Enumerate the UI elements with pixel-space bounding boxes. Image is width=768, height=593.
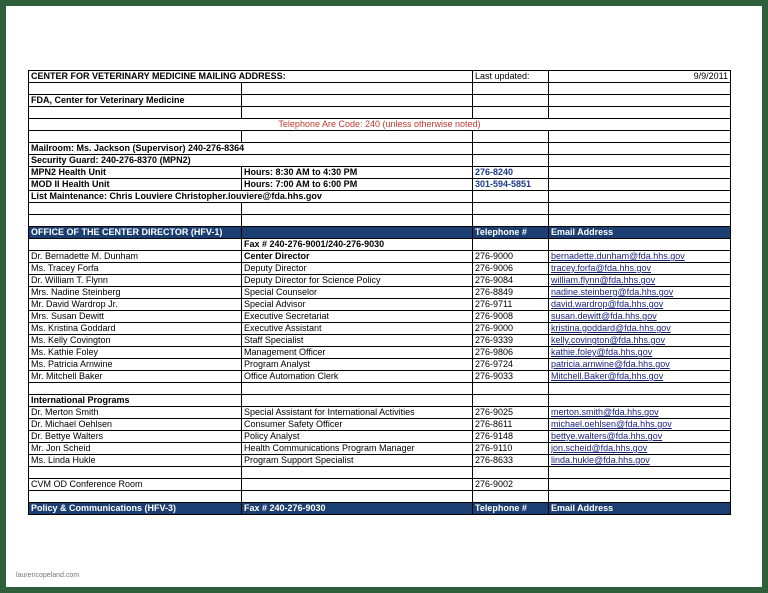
org-row <box>29 95 731 107</box>
table-row <box>29 287 731 299</box>
section-header-director <box>29 227 731 239</box>
table-row <box>29 251 731 263</box>
staff-title: Health Communications Program Manager <box>242 443 473 455</box>
staff-title: Consumer Safety Officer <box>242 419 473 431</box>
staff-email[interactable]: kathie.foley@fda.hhs.gov <box>549 347 731 359</box>
staff-email[interactable]: Mitchell.Baker@fda.hhs.gov <box>549 371 731 383</box>
mod2-unit: MOD II Health Unit <box>29 179 242 191</box>
staff-name: Mrs. Susan Dewitt <box>29 311 242 323</box>
table-row <box>29 311 731 323</box>
conference-room-name: CVM OD Conference Room <box>29 479 242 491</box>
table-row <box>29 407 731 419</box>
staff-phone: 276-9000 <box>473 323 549 335</box>
table-row <box>29 323 731 335</box>
table-row <box>29 299 731 311</box>
staff-title: Center Director <box>242 251 473 263</box>
staff-phone: 276-9033 <box>473 371 549 383</box>
email-column-header: Email Address <box>549 227 731 239</box>
staff-email[interactable]: kristina.goddard@fda.hhs.gov <box>549 323 731 335</box>
staff-phone: 276-9000 <box>473 251 549 263</box>
international-header-row <box>29 395 731 407</box>
area-code-row <box>29 119 731 131</box>
staff-phone: 276-9110 <box>473 443 549 455</box>
staff-title: Executive Assistant <box>242 323 473 335</box>
staff-name: Ms. Linda Hukle <box>29 455 242 467</box>
staff-phone: 276-9084 <box>473 275 549 287</box>
table-row <box>29 443 731 455</box>
mailroom-info: Mailroom: Ms. Jackson (Supervisor) 240-276-8364 <box>29 143 473 155</box>
international-title: International Programs <box>29 395 242 407</box>
area-code-note: Telephone Are Code: 240 (unless otherwise noted) <box>29 119 731 131</box>
staff-name: Dr. William T. Flynn <box>29 275 242 287</box>
staff-phone: 276-9025 <box>473 407 549 419</box>
staff-name: Dr. Bernadette M. Dunham <box>29 251 242 263</box>
staff-name: Ms. Kathie Foley <box>29 347 242 359</box>
staff-phone: 276-9008 <box>473 311 549 323</box>
staff-title: Policy Analyst <box>242 431 473 443</box>
international-staff-rows <box>29 407 731 467</box>
staff-email[interactable]: bernadette.dunham@fda.hhs.gov <box>549 251 731 263</box>
table-row <box>29 431 731 443</box>
list-maintenance: List Maintenance: Chris Louviere Christopher.louviere@fda.hhs.gov <box>29 191 473 203</box>
staff-name: Mr. David Wardrop Jr. <box>29 299 242 311</box>
staff-email[interactable]: patricia.arnwine@fda.hhs.gov <box>549 359 731 371</box>
staff-phone: 276-8611 <box>473 419 549 431</box>
staff-title: Management Officer <box>242 347 473 359</box>
staff-email[interactable]: linda.hukle@fda.hhs.gov <box>549 455 731 467</box>
staff-name: Ms. Patricia Arnwine <box>29 359 242 371</box>
staff-name: Dr. Michael Oehlsen <box>29 419 242 431</box>
staff-title: Program Analyst <box>242 359 473 371</box>
staff-email[interactable]: nadine.steinberg@fda.hhs.gov <box>549 287 731 299</box>
mailroom-row <box>29 143 731 155</box>
mod2-row <box>29 179 731 191</box>
fax-number: Fax # 240-276-9030 <box>242 503 473 515</box>
staff-phone: 276-8849 <box>473 287 549 299</box>
staff-name: Ms. Tracey Forfa <box>29 263 242 275</box>
security-row <box>29 155 731 167</box>
mpn2-unit: MPN2 Health Unit <box>29 167 242 179</box>
staff-name: Ms. Kristina Goddard <box>29 323 242 335</box>
staff-email[interactable]: susan.dewitt@fda.hhs.gov <box>549 311 731 323</box>
list-maint-row <box>29 191 731 203</box>
staff-email[interactable]: kelly.covington@fda.hhs.gov <box>549 335 731 347</box>
staff-phone: 276-9711 <box>473 299 549 311</box>
staff-title: Deputy Director <box>242 263 473 275</box>
mpn2-row <box>29 167 731 179</box>
staff-phone: 276-9724 <box>473 359 549 371</box>
staff-email[interactable]: jon.scheid@fda.hhs.gov <box>549 443 731 455</box>
mpn2-phone: 276-8240 <box>473 167 549 179</box>
last-updated-label: Last updated: <box>473 71 549 83</box>
staff-name: Mrs. Nadine Steinberg <box>29 287 242 299</box>
table-row <box>29 419 731 431</box>
table-row <box>29 455 731 467</box>
watermark-text: laurencopeland.com <box>16 572 80 579</box>
org-name: FDA, Center for Veterinary Medicine <box>29 95 242 107</box>
table-row <box>29 347 731 359</box>
mod2-hours: Hours: 7:00 AM to 6:00 PM <box>242 179 473 191</box>
staff-title: Staff Specialist <box>242 335 473 347</box>
staff-title: Deputy Director for Science Policy <box>242 275 473 287</box>
staff-email[interactable]: merton.smith@fda.hhs.gov <box>549 407 731 419</box>
section-title: OFFICE OF THE CENTER DIRECTOR (HFV-1) <box>29 227 242 239</box>
staff-name: Dr. Merton Smith <box>29 407 242 419</box>
staff-email[interactable]: david.wardrop@fda.hhs.gov <box>549 299 731 311</box>
staff-title: Program Support Specialist <box>242 455 473 467</box>
staff-title: Special Counselor <box>242 287 473 299</box>
staff-name: Mr. Jon Scheid <box>29 443 242 455</box>
section-header-policy <box>29 503 731 515</box>
title-row <box>29 71 731 83</box>
staff-title: Office Automation Clerk <box>242 371 473 383</box>
mpn2-hours: Hours: 8:30 AM to 4:30 PM <box>242 167 473 179</box>
staff-email[interactable]: michael.oehlsen@fda.hhs.gov <box>549 419 731 431</box>
staff-phone: 276-9339 <box>473 335 549 347</box>
conference-room-row <box>29 479 731 491</box>
security-info: Security Guard: 240-276-8370 (MPN2) <box>29 155 473 167</box>
staff-email[interactable]: william.flynn@fda.hhs.gov <box>549 275 731 287</box>
staff-name: Dr. Bettye Walters <box>29 431 242 443</box>
sheet-title: CENTER FOR VETERINARY MEDICINE MAILING ADDRESS: <box>29 71 473 83</box>
staff-phone: 276-8633 <box>473 455 549 467</box>
email-column-header: Email Address <box>549 503 731 515</box>
page-frame <box>6 6 762 587</box>
staff-email[interactable]: tracey.forfa@fda.hhs.gov <box>549 263 731 275</box>
section-title: Policy & Communications (HFV-3) <box>29 503 242 515</box>
table-row <box>29 335 731 347</box>
staff-phone: 276-9006 <box>473 263 549 275</box>
staff-name: Ms. Kelly Covington <box>29 335 242 347</box>
mod2-phone: 301-594-5851 <box>473 179 549 191</box>
phone-column-header: Telephone # <box>473 503 549 515</box>
conference-room-phone: 276-9002 <box>473 479 549 491</box>
staff-email[interactable]: bettye.walters@fda.hhs.gov <box>549 431 731 443</box>
director-staff-rows <box>29 251 731 383</box>
table-row <box>29 371 731 383</box>
fax-row <box>29 239 731 251</box>
staff-title: Executive Secretariat <box>242 311 473 323</box>
table-row <box>29 263 731 275</box>
staff-name: Mr. Mitchell Baker <box>29 371 242 383</box>
table-row <box>29 359 731 371</box>
last-updated-value: 9/9/2011 <box>549 71 731 83</box>
staff-title: Special Assistant for International Activities <box>242 407 473 419</box>
phone-column-header: Telephone # <box>473 227 549 239</box>
contact-sheet <box>28 70 731 515</box>
staff-title: Special Advisor <box>242 299 473 311</box>
table-row <box>29 275 731 287</box>
staff-phone: 276-9806 <box>473 347 549 359</box>
staff-phone: 276-9148 <box>473 431 549 443</box>
fax-number: Fax # 240-276-9001/240-276-9030 <box>242 239 473 251</box>
